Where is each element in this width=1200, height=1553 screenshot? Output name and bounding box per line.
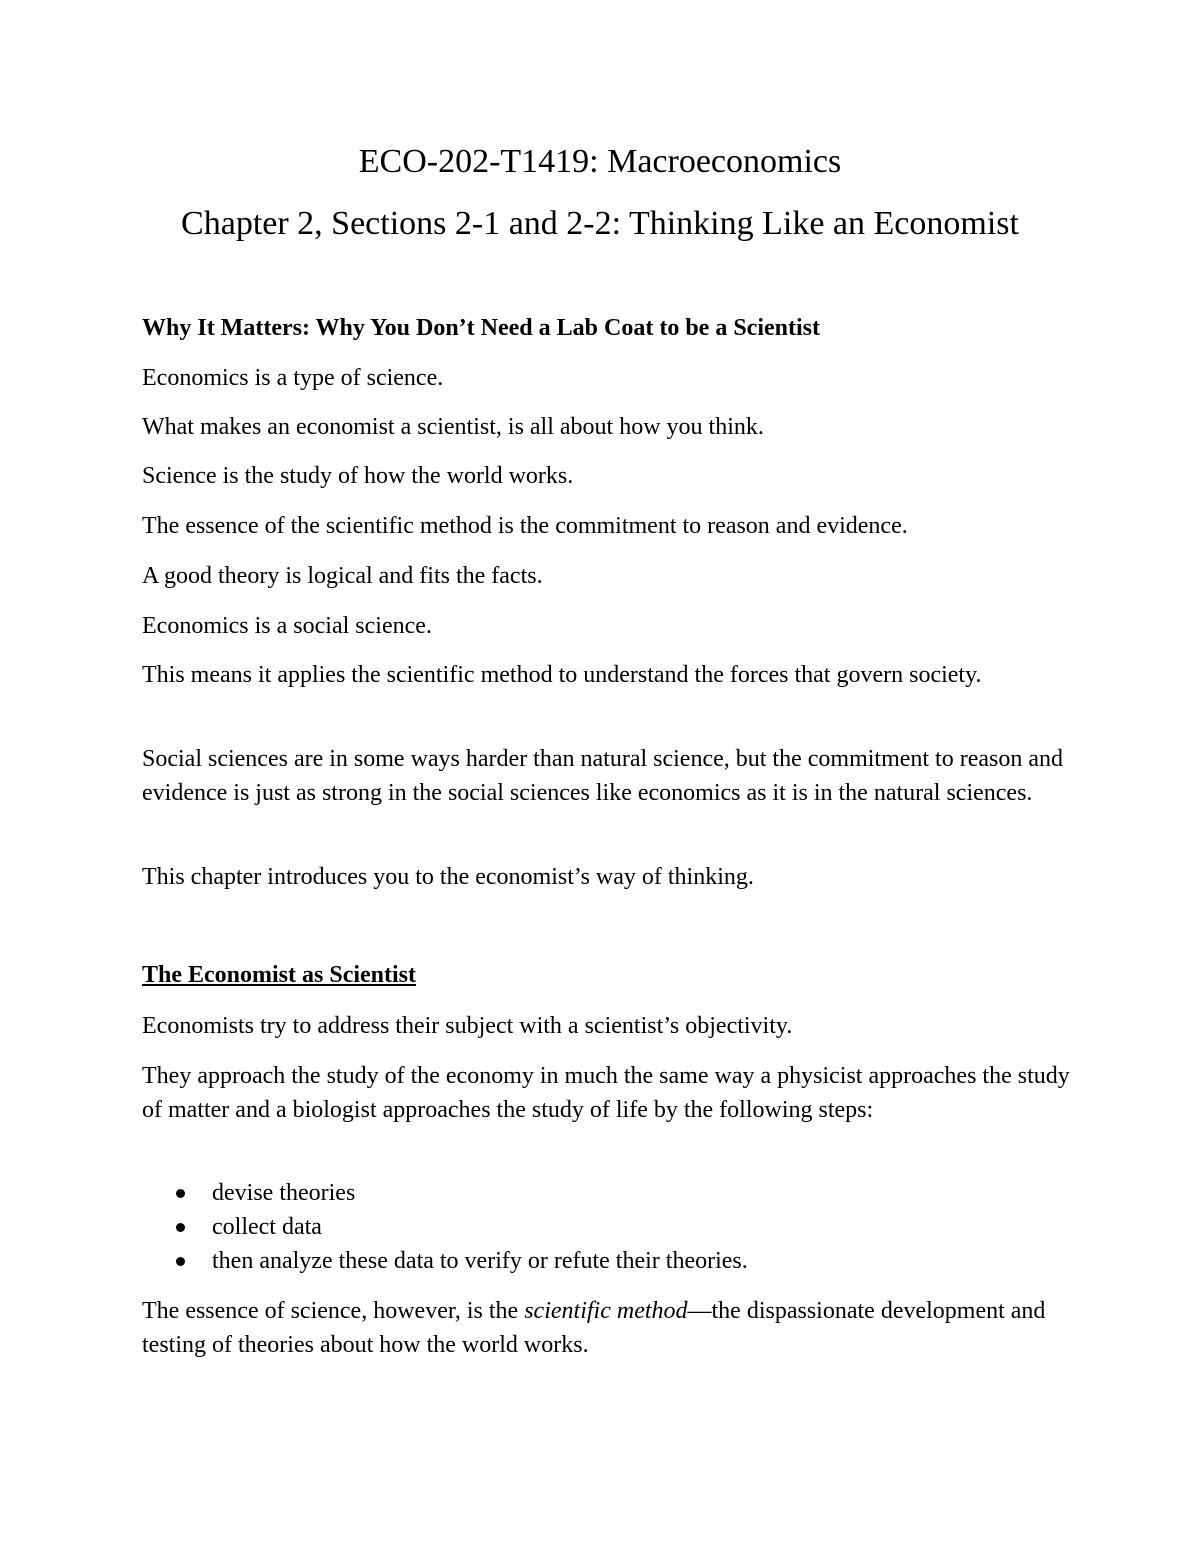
scientific-method-term: scientific method	[524, 1298, 688, 1324]
paragraph: They approach the study of the economy in much the same way a physicist approaches the study of matter and a biologist approaches the study of life by the following steps:	[142, 1063, 1070, 1123]
list-item-text: then analyze these data to verify or refute their theories.	[212, 1248, 748, 1274]
paragraph: The essence of the scientific method is the commitment to reason and evidence.	[142, 513, 908, 539]
list-item	[142, 1210, 1072, 1244]
paragraph: Social sciences are in some ways harder than natural science, but the commitment to reason and evidence is just as strong in the social sciences like economics as it is in the natural sciences.	[142, 746, 1064, 806]
chapter-title: Chapter 2, Sections 2-1 and 2-2: Thinking Like an Economist	[181, 205, 1019, 242]
paragraph: Economics is a type of science.	[142, 365, 444, 391]
closing-paragraph	[142, 1294, 1072, 1362]
paragraph: Science is the study of how the world works.	[142, 463, 574, 489]
course-title: ECO-202-T1419: Macroeconomics	[358, 143, 842, 180]
list-item-text: devise theories	[212, 1180, 356, 1206]
steps-list	[142, 1176, 1072, 1278]
closing-text-start: The essence of science, however, is the	[142, 1298, 525, 1324]
list-item	[142, 1176, 1072, 1210]
section-heading-why-it-matters: Why It Matters: Why You Don’t Need a Lab Coat to be a Scientist	[142, 315, 820, 341]
bullet-icon	[176, 1223, 185, 1232]
paragraph: This means it applies the scientific method to understand the forces that govern society.	[142, 662, 982, 688]
list-item	[142, 1244, 1072, 1278]
closing-text-end: —the dispassionate development and testing of theories about how the world works.	[142, 1298, 1046, 1358]
list-item-text: collect data	[212, 1214, 322, 1240]
bullet-icon	[176, 1257, 185, 1266]
paragraph: A good theory is logical and fits the facts.	[142, 563, 543, 589]
section-heading-economist-as-scientist: The Economist as Scientist	[142, 962, 417, 988]
bullet-icon	[176, 1189, 185, 1198]
paragraph: What makes an economist a scientist, is all about how you think.	[142, 414, 764, 440]
paragraph: This chapter introduces you to the economist’s way of thinking.	[142, 864, 754, 890]
paragraph: Economics is a social science.	[142, 613, 432, 639]
paragraph: Economists try to address their subject with a scientist’s objectivity.	[142, 1013, 793, 1039]
